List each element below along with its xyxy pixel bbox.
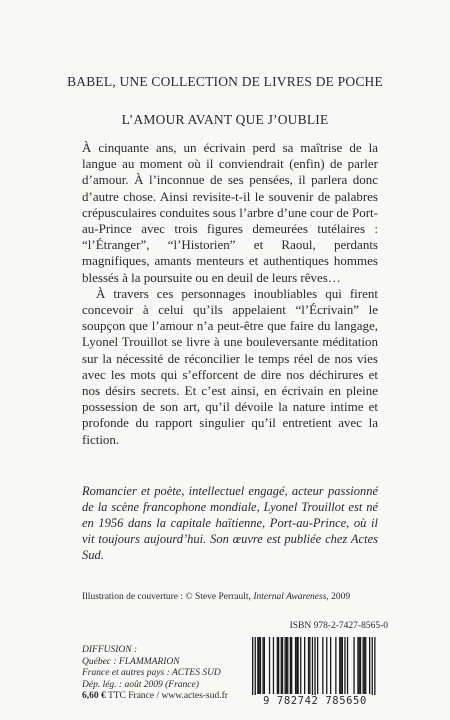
barcode-bar	[364, 637, 365, 694]
barcode-bar	[298, 637, 299, 694]
barcode-bar	[374, 637, 375, 699]
barcode-bar	[257, 637, 258, 694]
cover-credit	[82, 592, 402, 602]
barcode-bar	[359, 637, 360, 694]
distribution-line-3: Dép. lég. : août 2009 (France)	[82, 679, 199, 690]
blurb-paragraph-2: À travers ces personnages inoubliables qui firent concevoir à celui qu’ils appelaient “l’Écrivain” le soupçon que l’amour n’a peut-être que faire du langage, Lyonel Trouillot se livre à une bouleversante méditation sur la nécessité de réconcilier le temps réel de nos vies avec les mots qui s’efforcent de dire nos déchirures et nos désirs secrets. Et c’est ainsi, en écrivain en pleine possession de son art, qu’il dévoile la nature intime et profonde du rapport singulier qu’il entretient avec la fiction.	[82, 285, 378, 447]
barcode-bar	[360, 637, 361, 694]
distribution-line-2: France et autres pays : ACTES SUD	[82, 668, 221, 678]
credit-work: Internal Awareness	[253, 592, 327, 602]
barcode-bar	[363, 637, 364, 694]
barcode-bar	[252, 637, 253, 699]
barcode-bar	[344, 637, 345, 694]
barcode-bar	[347, 637, 348, 694]
barcode-bar	[340, 637, 341, 694]
distribution-line-1: Québec : FLAMMARION	[82, 656, 180, 667]
barcode-bar	[342, 637, 343, 694]
barcode-bar	[278, 637, 279, 694]
barcode-bar	[314, 637, 315, 699]
author-bio: Romancier et poète, intellectuel engagé, acteur passionné de la scène francophone mondiale, Lyonel Trouillot est né en 1956 dans la capitale haïtienne, Port-au-Prince, où il vit toujours aujourd’hui. Son œuvre est publiée chez Actes Sud.	[82, 484, 378, 562]
blurb	[82, 140, 378, 448]
barcode-bar	[262, 637, 263, 694]
barcode-bar	[282, 637, 283, 694]
credit-suffix: , 2009	[326, 592, 351, 602]
barcode-bar	[365, 637, 366, 694]
barcode-bar	[259, 637, 260, 694]
barcode-bar	[309, 637, 310, 694]
barcode-bar	[269, 637, 270, 694]
barcode-bar	[322, 637, 323, 694]
barcode-bar	[295, 637, 296, 694]
barcode-bar	[264, 637, 265, 694]
barcode-bar	[304, 637, 305, 694]
blurb-paragraph-1: À cinquante ans, un écrivain perd sa maîtrise de la langue au moment où il conviendrait (enfin) de parler d’amour. À l’inconnue de ses pensées, il parlera donc d’autre chose. Ainsi revisite-t-il le souvenir de palabres crépusculaires conduites sous l’arbre d’une cour de Port-au-Prince avec trois figures demeurées tutélaires : “l’Étranger”, “l’Historien” et Raoul, perdants magnifiques, amants menteurs et authentiques hommes blessés à la poursuite ou en deuil de leurs rêves…	[82, 140, 378, 285]
barcode-bar	[285, 637, 286, 694]
barcode-bar	[300, 637, 301, 694]
barcode-bar	[312, 637, 313, 699]
barcode-bar	[277, 637, 278, 694]
price-note: TTC France / www.actes-sud.fr	[105, 691, 228, 701]
barcode-bar	[255, 637, 256, 699]
barcode-bar	[335, 637, 336, 694]
barcode-bar	[287, 637, 288, 694]
barcode-bars	[240, 637, 390, 699]
barcode-bar	[296, 637, 297, 694]
book-title: L’AMOUR AVANT QUE J’OUBLIE	[121, 112, 329, 127]
isbn: ISBN 978-2-7427-8565-0	[289, 621, 388, 631]
barcode-bar	[308, 637, 309, 694]
credit-prefix: Illustration de couverture : © Steve Perrault,	[82, 592, 254, 602]
barcode-bar	[291, 637, 292, 694]
barcode-bar	[286, 637, 287, 694]
barcode-bar	[273, 637, 274, 694]
barcode-digits: 9 782742 785650	[240, 695, 390, 707]
barcode-bar	[357, 637, 358, 694]
barcode-bar	[317, 637, 318, 694]
barcode-bar	[326, 637, 327, 694]
barcode-bar	[281, 637, 282, 694]
barcode-bar	[339, 637, 340, 694]
price: 6,60 €	[82, 691, 106, 701]
barcode-bar	[369, 637, 370, 694]
barcode-bar	[353, 637, 354, 694]
barcode	[240, 637, 390, 711]
barcode-bar	[260, 637, 261, 694]
series-name: BABEL, UNE COLLECTION DE LIVRES DE POCHE	[67, 74, 383, 89]
barcode-bar	[372, 637, 373, 699]
barcode-bar	[330, 637, 331, 694]
barcode-bar	[290, 637, 291, 694]
distribution-heading: DIFFUSION :	[82, 645, 138, 655]
